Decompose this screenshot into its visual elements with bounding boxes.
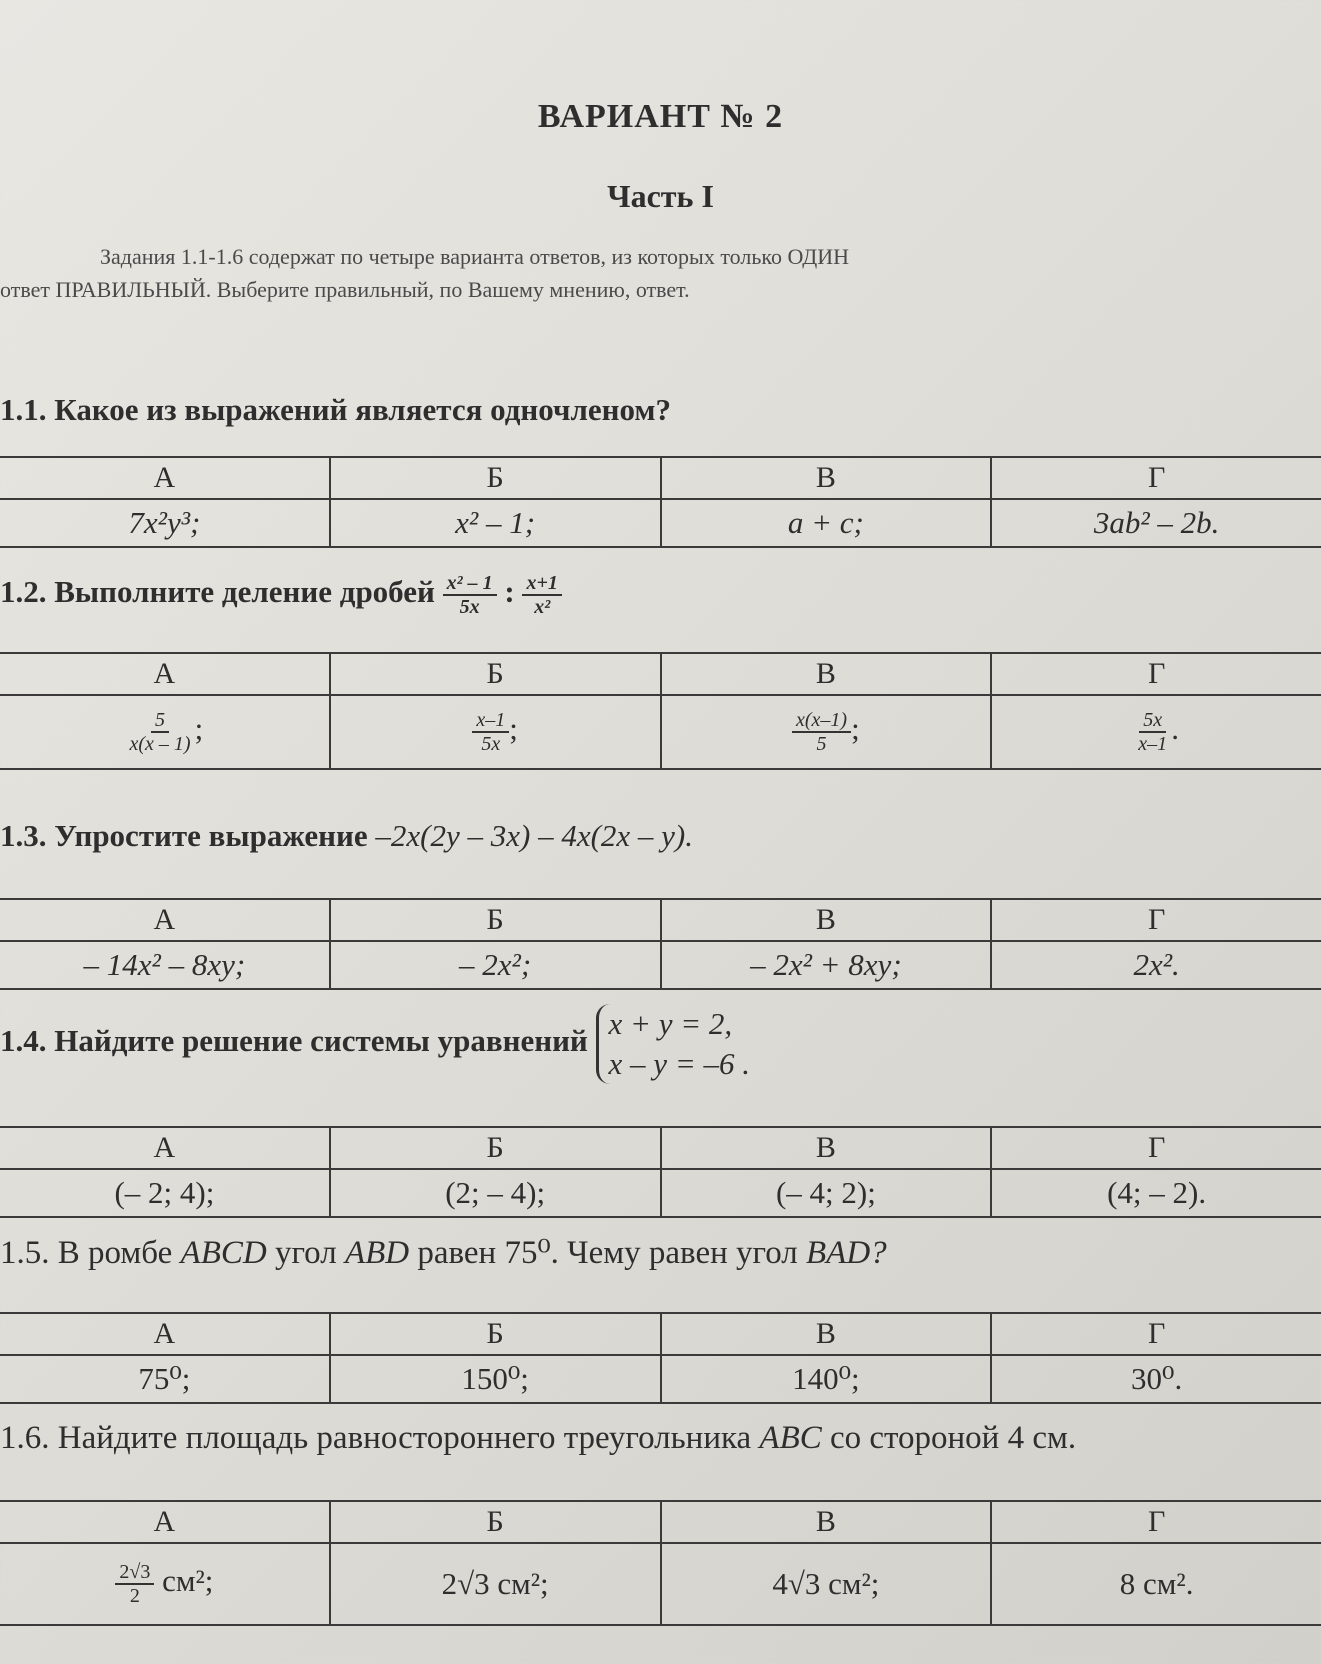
answer-v: (– 4; 2); (661, 1169, 992, 1217)
instructions-line-2: ответ ПРАВИЛЬНЫЙ. Выберите правильный, по Вашему мнению, ответ. (0, 277, 690, 302)
answer-v: 140⁰; (661, 1355, 992, 1403)
question-text: Найдите решение системы уравнений (54, 1023, 588, 1059)
question-1-2: 1.2. Выполните деление дробей $\frac{\text{x² – 1}}{5x}$ : $\frac{x+1}{\text{x²}}$ (0, 572, 562, 618)
answer-table-1-2 (0, 652, 1321, 770)
col-b: Б (330, 899, 661, 941)
col-v: В (661, 1501, 992, 1543)
answer-table-1-6 (0, 1500, 1321, 1626)
answer-g: 2x². (991, 941, 1321, 989)
answer-table-1-1 (0, 456, 1321, 548)
question-1-4 (0, 1004, 750, 1084)
answer-g: 8 см². (991, 1543, 1321, 1625)
question-number: 1.2. (0, 574, 47, 610)
answer-v: 4√3 см²; (661, 1543, 992, 1625)
answer-g: 3ab² – 2b. (991, 499, 1321, 547)
answer-g: 30⁰. (991, 1355, 1321, 1403)
question-number: 1.4. (0, 1023, 47, 1059)
instructions-line-1: Задания 1.1-1.6 содержат по четыре варианта ответов, из которых только ОДИН (100, 244, 850, 269)
question-number: 1.3. (0, 818, 47, 853)
answer-v: $\frac{x(x-1)}{5}$ ; (661, 695, 992, 769)
answer-b: – 2x²; (330, 941, 661, 989)
answer-b: $\frac{x-1}{5x}$ ; (330, 695, 661, 769)
col-g: Г (991, 1313, 1321, 1355)
col-g: Г (991, 653, 1321, 695)
question-1-1 (0, 392, 671, 428)
answer-b: 2√3 см²; (330, 1543, 661, 1625)
answer-table-1-5 (0, 1312, 1321, 1404)
part-title: Часть I (607, 178, 714, 214)
answer-g: $\frac{5x}{x-1}$ . (991, 695, 1321, 769)
col-b: Б (330, 653, 661, 695)
answer-a: $\frac{2√3}{2}$ см²; (0, 1543, 330, 1625)
question-number: 1.6. (0, 1420, 50, 1456)
col-a: А (0, 1501, 330, 1543)
answer-v: – 2x² + 8xy; (661, 941, 992, 989)
fraction-1: $\frac{\text{x² – 1}}{5x}$ (443, 572, 497, 618)
col-v: В (661, 1313, 992, 1355)
col-a: А (0, 899, 330, 941)
answer-b: (2; – 4); (330, 1169, 661, 1217)
question-number: 1.5. (0, 1235, 50, 1271)
col-a: А (0, 653, 330, 695)
answer-a: (– 2; 4); (0, 1169, 330, 1217)
equation-system: x + y = 2, x – y = –6 . (596, 1004, 750, 1084)
col-b: Б (330, 1127, 661, 1169)
col-g: Г (991, 899, 1321, 941)
question-text: Упростите выражение (54, 818, 368, 853)
question-number: 1.1. (0, 392, 47, 427)
col-v: В (661, 1127, 992, 1169)
col-v: В (661, 457, 992, 499)
col-v: В (661, 899, 992, 941)
answer-table-1-4 (0, 1126, 1321, 1218)
answer-a: 75⁰; (0, 1355, 330, 1403)
question-1-6: 1.6. Найдите площадь равностороннего треугольника ABC со стороной 4 см. (0, 1420, 1077, 1456)
question-text: Выполните деление дробей (54, 574, 435, 610)
col-b: Б (330, 1313, 661, 1355)
col-a: А (0, 1313, 330, 1355)
question-text: Какое из выражений является одночленом? (54, 392, 671, 427)
answer-b: x² – 1; (330, 499, 661, 547)
answer-table-1-3 (0, 898, 1321, 990)
col-b: Б (330, 1501, 661, 1543)
question-expression: –2x(2y – 3x) – 4x(2x – y). (375, 818, 693, 853)
answer-a: $\frac{5}{x(x - 1)}$ ; (0, 695, 330, 769)
col-v: В (661, 653, 992, 695)
answer-b: 150⁰; (330, 1355, 661, 1403)
answer-a: – 14x² – 8xy; (0, 941, 330, 989)
variant-title: ВАРИАНТ № 2 (537, 98, 784, 135)
col-g: Г (991, 457, 1321, 499)
question-1-3 (0, 818, 693, 854)
answer-a: 7x²y³; (0, 499, 330, 547)
col-b: Б (330, 457, 661, 499)
fraction-2: $\frac{x+1}{\text{x²}}$ (522, 572, 561, 618)
answer-g: (4; – 2). (991, 1169, 1321, 1217)
col-g: Г (991, 1127, 1321, 1169)
col-a: А (0, 1127, 330, 1169)
question-1-5: 1.5. В ромбе ABCD угол ABD равен 75⁰. Чему равен угол BAD? (0, 1235, 887, 1271)
answer-v: a + c; (661, 499, 992, 547)
col-a: А (0, 457, 330, 499)
col-g: Г (991, 1501, 1321, 1543)
